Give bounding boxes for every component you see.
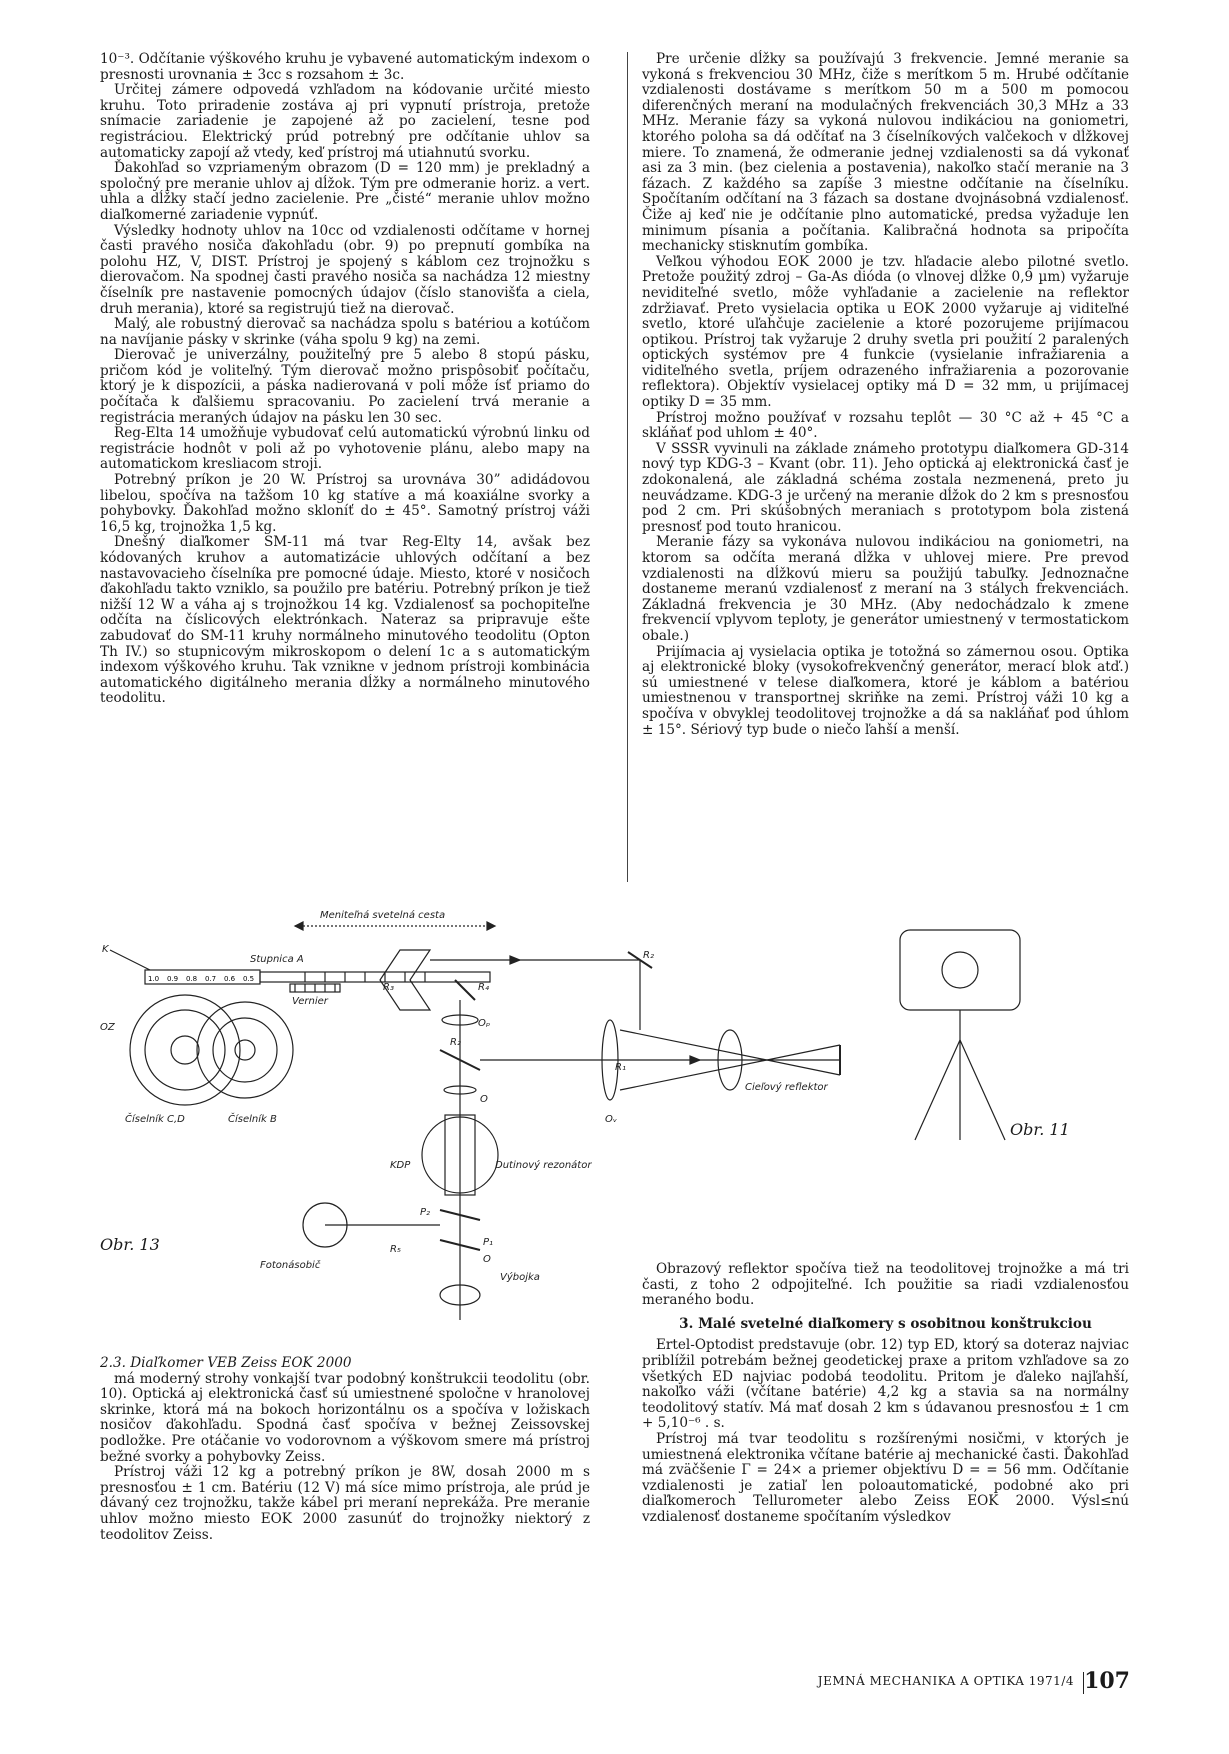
paragraph: V SSSR vyvinuli na základe známeho prototypu diaľkomera GD-314 nový typ KDG-3 – Kvant (obr. 11). Jeho optická aj elektronická časť je zdokonalená, ale základná schéma zostala nezmenená, preto ju neuvádzame. KDG-3 je určený na meranie dĺžok do 2 km s presnosťou pod 2 cm. Pri skúšobných meraniach s prototypom bola zistená presnosť pod touto hranicou.	[642, 440, 1129, 535]
label-op: Oₚ	[478, 1018, 491, 1029]
scale-tick-label: 0.6	[224, 975, 236, 983]
label-target-reflector: Cieľový reflektor	[745, 1082, 828, 1093]
label-r1: R₁	[615, 1062, 626, 1073]
scale-tick-label: 1.0	[148, 975, 160, 983]
label-dial-cd: Číselník C,D	[125, 1114, 185, 1125]
label-p2: P₂	[420, 1207, 431, 1218]
label-o2: O	[483, 1254, 491, 1265]
right-column-bottom	[642, 1262, 1129, 1526]
label-r5: R₅	[390, 1244, 401, 1255]
paragraph: Obrazový reflektor spočíva tiež na teodolitovej trojnožke a má tri časti, z toho 2 odpojiteľné. Ich použitie sa riadi vzdialenosťou meraného bodu.	[642, 1261, 1129, 1309]
label-vernier: Vernier	[292, 996, 328, 1007]
left-column-bottom	[100, 1352, 590, 1543]
label-ov: Oᵥ	[605, 1114, 618, 1125]
label-photomultiplier: Fotonásobič	[260, 1260, 321, 1271]
paragraph: Veľkou výhodou EOK 2000 je tzv. hľadacie alebo pilotné svetlo. Pretože použitý zdroj – Ga-As dióda (o vlnovej dĺžke 0,9 µm) vyžaruje neviditeľné svetlo, môže vyhľadanie a zacielenie na reflektor zdržiavať. Preto vysielacia optika u EOK 2000 vyžaruje aj viditeľné svetlo, ktoré uľahčuje zacielenie a ktoré pozorujeme prijímacou optikou. Prístroj tak vyžaruje 2 druhy svetla pri použití 2 paralených optických systémov pre 4 funkcie (vysielanie infražiarenia a viditeľného svetla, príjem odrazeného infražiarenia a pozorovanie reflektora). Objektív vysielacej optiky má D = 32 mm, u prijímacej optiky D = 35 mm.	[642, 253, 1129, 411]
label-r4: R₄	[478, 982, 489, 993]
label-discharge: Výbojka	[500, 1272, 540, 1283]
label-r3: R₃	[383, 982, 394, 993]
scale-tick-label: 0.5	[243, 975, 255, 983]
label-k: K	[102, 944, 109, 955]
left-column-top	[100, 52, 590, 707]
page-number: 107	[1084, 1668, 1130, 1694]
scale-tick-label: 0.9	[167, 975, 179, 983]
paragraph: Prístroj možno používať v rozsahu teplôt — 30 °C až + 45 °C a skláňať pod uhlom ± 40°.	[642, 409, 1129, 442]
label-r2: R₂	[450, 1037, 461, 1048]
light-path-label: Meniteľná svetelná cesta	[320, 910, 446, 921]
paragraph: Výsledky hodnoty uhlov na 10cc od vzdialenosti odčítame v hornej časti pravého nosiča ďakohľadu (obr. 9) po prepnutí gombíka na polohu HZ, V, DIST. Prístroj je spojený s káblom cez trojnožku s dierovačom. Na spodnej časti pravého nosiča sa nachádza 12 miestny číselník pre nastavenie pomocných údajov (číslo stanovišťa a ciela, druh merania), ktoré sa registrujú tiež na dierovač.	[100, 222, 590, 317]
label-scale-a: Stupnica A	[250, 954, 304, 965]
paragraph: Meranie fázy sa vykonáva nulovou indikáciou na goniometri, na ktorom sa odčíta meraná dĺžka v uhlovej miere. Pre prevod vzdialenosti na dĺžkovú mieru sa použijú tabuľky. Jednoznačne dostaneme meranú vzdialenosť z meraní na 3 stálych frekvenciách. Základná frekvencia je 30 MHz. (Aby nedochádzalo k zmene frekvencií vplyvom teploty, je generátor umiestnený v termostatickom obale.)	[642, 534, 1129, 644]
section-heading: 2.3. Diaľkomer VEB Zeiss EOK 2000	[100, 1355, 352, 1371]
paragraph: Prístroj má tvar teodolitu s rozšírenými nosičmi, v ktorých je umiestnená elektronika včítane batérie aj mechanické časti. Ďakohľad má zväčšenie Γ = 24× a priemer objektívu D = = 56 mm. Odčítanie vzdialenosti je zatiaľ len poloautomatické, podobné ako pri diaľkomeroch Tellurometer alebo Zeiss EOK 2000. Výsl≤nú vzdialenosť dostaneme spočítaním výsledkov	[642, 1430, 1129, 1525]
label-kdp: KDP	[390, 1160, 411, 1171]
scale-tick-label: 0.7	[205, 975, 217, 983]
paragraph: Malý, ale robustný dierovač sa nachádza spolu s batériou a kotúčom na navíjanie pásky v skrinke (váha spolu 9 kg) na zemi.	[100, 316, 590, 348]
paragraph: Určitej zámere odpovedá vzhľadom na kódovanie určité miesto kruhu. Toto priradenie zostáva aj pri vypnutí prístroja, pretože snímacie zariadenie je zapojené až po zacielení, tesne pod registráciou. Elektrický prúd potrebný pre odčítanie uhlov sa automaticky zapojí až vtedy, keď prístroj má utiahnutú svorku.	[100, 82, 590, 161]
label-r2-top: R₂	[643, 950, 654, 961]
paragraph: Dierovač je univerzálny, použiteľný pre 5 alebo 8 stopú pásku, pričom kód je voliteľný. Tým dierovač možno prispôsobiť počítaču, ktorý je k dispozícii, a páska nadierovaná v poli môže ísť priamo do počítača k ďalšiemu spracovaniu. Po zacielení trvá meranie a registrácia meraných údajov na pásku len 30 sec.	[100, 347, 590, 426]
paragraph: Ertel-Optodist predstavuje (obr. 12) typ ED, ktorý sa doteraz najviac priblížil potrebám bežnej geodetickej praxe a pritom vzhľadove sa zo všetkých ED najviac podobá teodolitu. Pritom je ďaleko najľahší, nakoľko váži (včítane batérie) 4,2 kg a stavia sa na normálny teodolitový statív. Má mať dosah 2 km s údavanou presnosťou ± 1 cm + 5,10⁻⁶ . s.	[642, 1337, 1129, 1432]
scale-tick-label: 0.8	[186, 975, 198, 983]
paragraph: má moderný strohy vonkajší tvar podobný konštrukcii teodolitu (obr. 10). Optická aj elektronická časť sú umiestnené spoločne v hranolovej skrinke, ktorá má na bokoch horizontálnu os a spočíva v ložiskach nosičov ďakohľadu. Spodná časť spočíva v bežnej Zeissovskej podložke. Pre otáčanie vo vodorovnom a výškovom smere má prístroj bežné svorky a pohybovky Zeiss.	[100, 1370, 590, 1465]
paragraph: Prijímacia aj vysielacia optika je totožná so zámernou osou. Optika aj elektronické bloky (vysokofrekvenčný generátor, merací blok atď.) sú umiestnené v telese diaľkomera, ktoré je káblom a batériou umiestnenou v transportnej skriňke na zemi. Prístroj váži 10 kg a spočíva v obvyklej teodolitovej trojnožke a dá sa nakláňať pod úhlom ± 15°. Sériový typ bude o niečo ľahší a menší.	[642, 643, 1129, 738]
label-dial-b: Číselník B	[228, 1114, 277, 1125]
caption-obr-11: Obr. 11	[1010, 1120, 1070, 1139]
journal-title: JEMNÁ MECHANIKA A OPTIKA 1971/4	[817, 1674, 1074, 1688]
paragraph: Pre určenie dĺžky sa používajú 3 frekvencie. Jemné meranie sa vykoná s frekvenciou 30 MHz, čiže s merítkom 5 m. Hrubé odčítanie vzdialenosti dostávame s merítkom 50 m a 500 m pomocou diferenčných meraní na modulačných frekvenciách 30,3 MHz a 33 MHz. Meranie fázy sa vykoná nulovou indikáciou na goniometri, ktorého poloha sa dá odčítať na 3 číselníkových valčekoch v dĺžkovej miere. To znamená, že odmeranie jednej vzdialenosti sa dá vykonať asi za 3 min. (bez cielenia a postavenia), nakoľko stačí meranie na 3 fázach. Z každého sa zapíše 3 miestne odčítanie na číselníku. Spočítaním odčítaní na 3 fázach sa dostane dvojnásobná vzdialenosť. Čiže aj keď nie je odčítanie plno automatické, predsa vyžaduje len minimum písania a počítania. Kalibračná hodnota sa pripočíta mechanicky stisknutím gombíka.	[642, 51, 1129, 255]
paragraph: Ďakohľad so vzpriameným obrazom (D = 120 mm) je prekladný a spoločný pre meranie uhlov aj dĺžok. Tým pre odmeranie horiz. a vert. uhla a dĺžky stačí jedno zacielenie. Pre „čisté“ meranie uhlov možno diaľkomerné zariadenie vypnúť.	[100, 160, 590, 223]
caption-obr-13: Obr. 13	[100, 1235, 160, 1254]
section-heading: 3. Malé svetelné diaľkomery s osobitnou konštrukciou	[679, 1315, 1092, 1332]
paragraph: Potrebný príkon je 20 W. Prístroj sa urovnáva 30” adidádovou libelou, spočíva na tažšom 10 kg statíve a má koaxiálne svorky a pohybovky. Ďakohľad možno skloníť do ± 45°. Samotný prístroj váži 16,5 kg, trojnožka 1,5 kg.	[100, 472, 590, 535]
label-p1: P₁	[483, 1237, 494, 1248]
label-cavity: Dutinový rezonátor	[495, 1160, 592, 1171]
paragraph: Dnešný diaľkomer SM-11 má tvar Reg-Elty 14, avšak bez kódovaných kruhov a automatizácie uhlových odčítaní a bez nastavovacieho číselníka pre pomocné údaje. Miesto, ktoré v nosičoch ďakohľadu takto vzniklo, sa použilo pre batériu. Potrebný príkon je tiež nižší 12 W a váha aj s trojnožkou 14 kg. Vzdialenosť sa pochopiteľne odčíta na číslicových elektrónkach. Nateraz sa pripravuje ešte zabudovať do SM-11 kruhy normálneho minutového teodolitu (Opton Th IV.) so stupnicovým mikroskopom o delení 1c a s automatickým indexom výškového kruhu. Tak vznikne v jednom prístroji kombinácia automatického digitálneho merania dĺžky a normálneho minutového teodolitu.	[100, 534, 590, 707]
column-rule	[627, 52, 628, 882]
label-oz: OZ	[100, 1022, 115, 1033]
right-column-top	[642, 52, 1129, 738]
page-footer	[800, 1670, 1130, 1694]
paragraph: Prístroj váži 12 kg a potrebný príkon je 8W, dosah 2000 m s presnosťou ± 1 cm. Batériu (12 V) má síce mimo prístroja, ale prúd je dávaný cez trojnožku, takže kábel pri meraní neprekáža. Pre meranie uhlov možno miesto EOK 2000 zasunúť do trojnožky niektorý z teodolitov Zeiss.	[100, 1464, 590, 1543]
label-o: O	[480, 1094, 488, 1105]
paragraph: Reg-Elta 14 umožňuje vybudovať celú automatickú výrobnú linku od registrácie hodnôt v poli až po vyhotovenie plánu, alebo mapy na automatickom kresliacom stroji.	[100, 425, 590, 473]
paragraph: 10⁻³. Odčítanie výškového kruhu je vybavené automatickým indexom o presnosti urovnania ± 3cc s rozsahom ± 3c.	[100, 51, 590, 83]
